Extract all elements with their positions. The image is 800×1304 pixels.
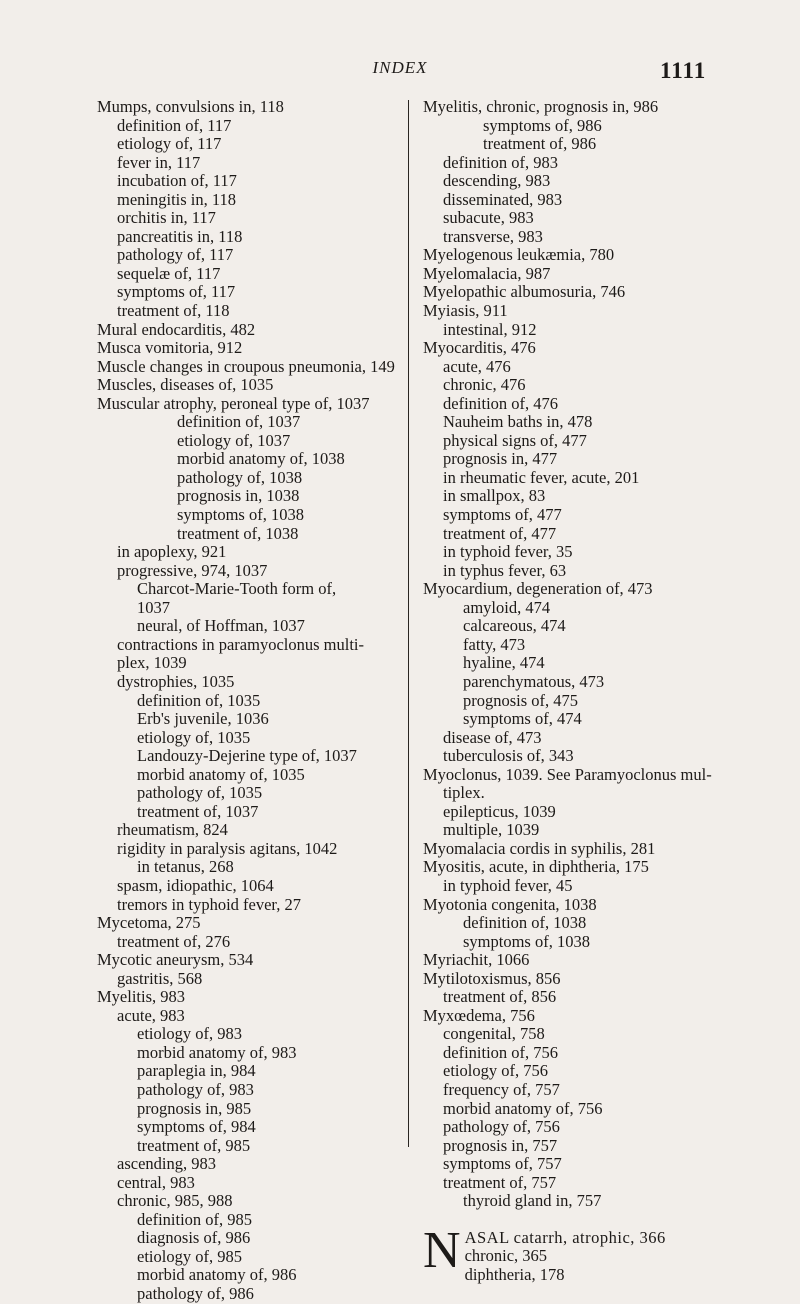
index-entry: in typhoid fever, 35 [443,542,573,562]
index-entry: definition of, 117 [117,115,232,135]
index-column-left [97,98,412,1304]
index-entry: calcareous, 474 [463,616,566,636]
index-entry: in tetanus, 268 [137,857,234,877]
n-section [423,1229,733,1285]
index-entry: Muscle changes in croupous pneumonia, 149 [97,356,395,376]
index-entry: disease of, 473 [443,727,542,747]
index-entry: treatment of, 276 [117,931,231,951]
index-entry: morbid anatomy of, 983 [137,1042,297,1062]
running-title: INDEX [372,58,428,77]
index-entry: central, 983 [117,1172,195,1192]
index-entry: fatty, 473 [463,634,526,654]
index-entry: Mural endocarditis, 482 [97,319,256,339]
index-entry: physical signs of, 477 [443,430,587,450]
index-entry: etiology of, 756 [443,1061,548,1081]
index-entry: Myelopathic albumosuria, 746 [423,282,626,302]
index-entry: Myiasis, 911 [423,301,508,321]
index-entry: in rheumatic fever, acute, 201 [443,467,640,487]
index-entry: Myelomalacia, 987 [423,263,551,283]
index-entry: Myotonia congenita, 1038 [423,894,597,914]
index-entry: 1037 [137,597,170,617]
column-divider [408,100,409,1147]
index-entry: definition of, 1035 [137,690,261,710]
index-entry: frequency of, 757 [443,1079,560,1099]
index-entry: epilepticus, 1039 [443,801,556,821]
index-entry: pathology of, 983 [137,1079,254,1099]
index-entry: ascending, 983 [117,1154,216,1174]
index-entry: Nauheim baths in, 478 [443,412,593,432]
index-entry: plex, 1039 [117,653,187,673]
index-entry: pathology of, 756 [443,1117,560,1137]
index-entry: pathology of, 986 [137,1284,254,1303]
index-entry: Myelitis, chronic, prognosis in, 986 [423,97,659,116]
index-entry: definition of, 985 [137,1209,253,1229]
index-entry: subacute, 983 [443,208,534,228]
index-entry: pathology of, 1038 [177,467,303,487]
index-entry: thyroid gland in, 757 [463,1191,602,1211]
index-entry: Myomalacia cordis in syphilis, 281 [423,838,656,858]
index-entry: treatment of, 985 [137,1135,251,1155]
index-entry: treatment of, 118 [117,301,230,321]
index-entry: incubation of, 117 [117,171,237,191]
index-entry: Mytilotoxismus, 856 [423,968,561,988]
index-entry: treatment of, 986 [483,134,597,154]
index-entry: dystrophies, 1035 [117,671,235,691]
index-entry: symptoms of, 474 [463,709,582,729]
index-entry: rheumatism, 824 [117,820,228,840]
index-entry: tuberculosis of, 343 [443,746,574,766]
index-entry: etiology of, 983 [137,1024,242,1044]
index-entry: definition of, 1038 [463,913,587,933]
index-entry: symptoms of, 1038 [177,505,304,525]
index-entry: treatment of, 856 [443,987,557,1007]
index-entry: chronic, 985, 988 [117,1191,233,1211]
index-entry: diagnosis of, 986 [137,1228,251,1248]
index-entry: in smallpox, 83 [443,486,546,506]
index-entry: rigidity in paralysis agitans, 1042 [117,838,338,858]
index-entry: etiology of, 1035 [137,727,251,747]
index-entry: Myxœdema, 756 [423,1005,535,1025]
index-entry: tiplex. [443,783,485,803]
index-entry: fever in, 117 [117,152,201,172]
index-entry: definition of, 756 [443,1042,559,1062]
index-entry: etiology of, 1037 [177,430,291,450]
index-entry: Muscles, diseases of, 1035 [97,375,274,395]
index-entry: Erb's juvenile, 1036 [137,709,269,729]
index-entry: Myositis, acute, in diphtheria, 175 [423,857,649,877]
index-entry: in typhus fever, 63 [443,560,567,580]
index-entry: Myocarditis, 476 [423,338,536,358]
index-entry: Myriachit, 1066 [423,950,530,970]
index-entry: pathology of, 117 [117,245,234,265]
index-entry: morbid anatomy of, 986 [137,1265,297,1285]
index-entry: descending, 983 [443,171,551,191]
index-entry: transverse, 983 [443,226,543,246]
index-entry: treatment of, 1037 [137,801,259,821]
index-entry: amyloid, 474 [463,597,551,617]
index-entry: symptoms of, 984 [137,1117,256,1137]
index-entry: prognosis in, 1038 [177,486,300,506]
index-entry: multiple, 1039 [443,820,540,840]
index-entry: treatment of, 757 [443,1172,557,1192]
index-entry: paraplegia in, 984 [137,1061,256,1081]
index-entry: ASAL catarrh, atrophic, 366 [464,1228,666,1247]
index-entry: definition of, 476 [443,393,559,413]
index-entry: symptoms of, 1038 [463,931,590,951]
index-entry: etiology of, 985 [137,1246,242,1266]
index-entry: symptoms of, 477 [443,505,562,525]
index-entry: congenital, 758 [443,1024,545,1044]
index-entry: definition of, 1037 [177,412,301,432]
index-entry: Musca vomitoria, 912 [97,338,243,358]
index-entry: gastritis, 568 [117,968,203,988]
index-entry: Muscular atrophy, peroneal type of, 1037 [97,393,370,413]
index-entry: prognosis in, 757 [443,1135,558,1155]
index-entry: in apoplexy, 921 [117,542,227,562]
index-entry: symptoms of, 757 [443,1154,562,1174]
index-entry: symptoms of, 117 [117,282,236,302]
index-entry: hyaline, 474 [463,653,545,673]
index-entry: treatment of, 477 [443,523,557,543]
index-entry: tremors in typhoid fever, 27 [117,894,302,914]
index-entry: symptoms of, 986 [483,115,602,135]
index-entry: chronic, 365 [464,1246,548,1266]
index-entry: chronic, 476 [443,375,526,395]
index-entry: Landouzy-Dejerine type of, 1037 [137,746,357,766]
index-entry: disseminated, 983 [443,189,563,209]
index-entry: Myelogenous leukæmia, 780 [423,245,615,265]
drop-cap: N [423,1228,461,1279]
index-entry: morbid anatomy of, 756 [443,1098,603,1118]
index-entry: etiology of, 117 [117,134,222,154]
index-entry: contractions in paramyoclonus multi- [117,634,364,654]
index-entry: prognosis in, 477 [443,449,558,469]
index-entry: Charcot-Marie-Tooth form of, [137,579,337,599]
index-entry: parenchymatous, 473 [463,671,605,691]
index-entry: Mycetoma, 275 [97,913,201,933]
index-entry: intestinal, 912 [443,319,537,339]
index-entry: morbid anatomy of, 1038 [177,449,345,469]
index-entry: definition of, 983 [443,152,559,172]
index-entry: neural, of Hoffman, 1037 [137,616,305,636]
index-entry: spasm, idiopathic, 1064 [117,875,274,895]
index-entry: progressive, 974, 1037 [117,560,268,580]
index-entry: diphtheria, 178 [464,1264,565,1284]
index-entry: acute, 476 [443,356,511,376]
index-entry: Myoclonus, 1039. See Paramyoclonus mul- [423,764,712,784]
index-entry: meningitis in, 118 [117,189,237,209]
index-entry: orchitis in, 117 [117,208,216,228]
index-entry: prognosis of, 475 [463,690,579,710]
index-entry: Mumps, convulsions in, 118 [97,97,284,116]
index-entry: pathology of, 1035 [137,783,263,803]
index-entry: prognosis in, 985 [137,1098,252,1118]
index-entry: Myocardium, degeneration of, 473 [423,579,653,599]
page-number: 1111 [660,58,707,83]
index-entry: sequelæ of, 117 [117,263,221,283]
index-entry: in typhoid fever, 45 [443,875,573,895]
index-entry: treatment of, 1038 [177,523,299,543]
index-entry: Mycotic aneurysm, 534 [97,950,254,970]
index-entry: acute, 983 [117,1005,185,1025]
index-column-right [423,98,733,1284]
index-entry: morbid anatomy of, 1035 [137,764,305,784]
index-entry: Myelitis, 983 [97,987,186,1007]
index-entry: pancreatitis in, 118 [117,226,243,246]
